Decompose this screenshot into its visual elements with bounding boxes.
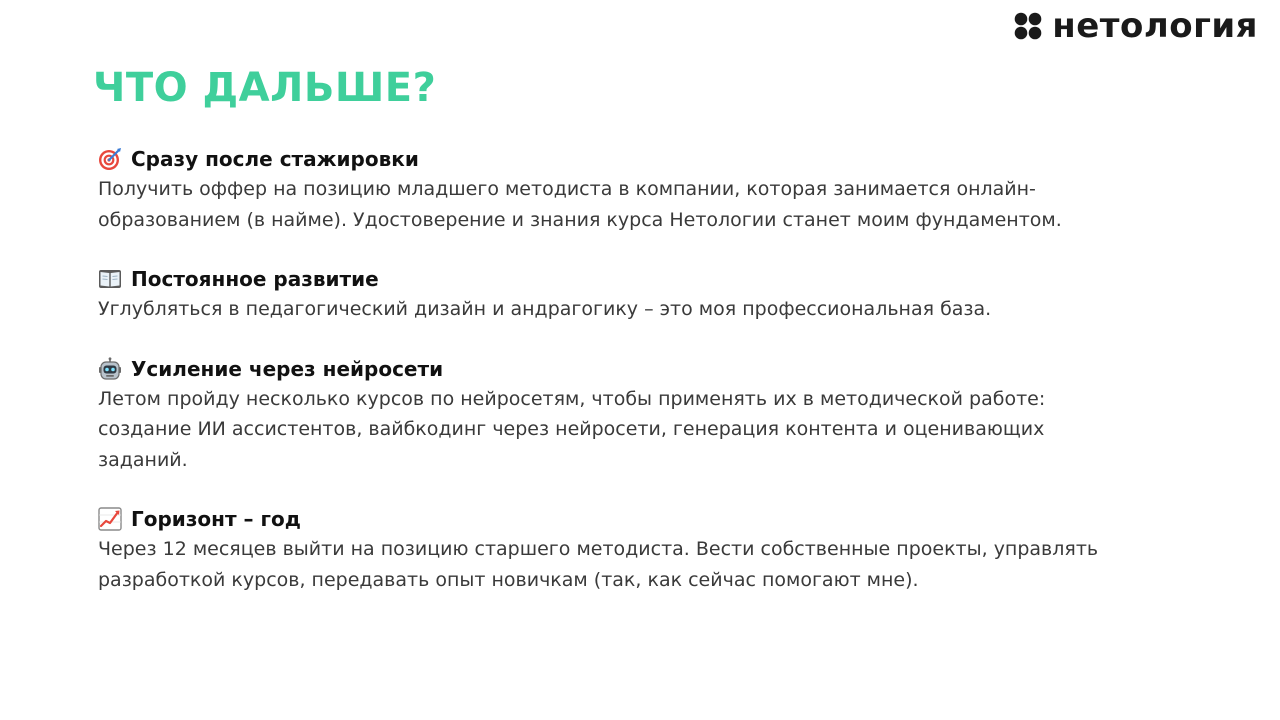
section-header bbox=[98, 144, 1138, 174]
netology-logo bbox=[1013, 6, 1258, 46]
section-heading: Горизонт – год bbox=[131, 507, 301, 531]
robot-icon bbox=[98, 357, 122, 381]
section-text: Углубляться в педагогический дизайн и андрагогику – это моя профессиональная база. bbox=[98, 298, 992, 320]
logo-wordmark: нетология bbox=[1052, 6, 1258, 46]
sections-list bbox=[98, 144, 1138, 595]
section-header bbox=[98, 354, 1138, 384]
section-text: Через 12 месяцев выйти на позицию старшего методиста. Вести собственные проекты, управлять разработкой курсов, передавать опыт новичкам (так, как сейчас помогают мне). bbox=[98, 538, 1099, 591]
section-heading: Постоянное развитие bbox=[131, 267, 379, 291]
page-title: ЧТО ДАЛЬШЕ? bbox=[93, 65, 437, 111]
section-text: Получить оффер на позицию младшего методиста в компании, которая занимается онлайн-образованием (в найме). Удостоверение и знания курса Нетологии станет моим фундаментом. bbox=[98, 178, 1062, 231]
open-book-icon bbox=[98, 267, 122, 291]
chart-increasing-icon bbox=[98, 507, 122, 531]
target-icon bbox=[98, 147, 122, 171]
section-heading: Сразу после стажировки bbox=[131, 147, 419, 171]
netology-logo-mark-icon bbox=[1013, 11, 1043, 41]
section-header bbox=[98, 504, 1138, 534]
section-header bbox=[98, 264, 1138, 294]
section-ai-boost bbox=[98, 354, 1138, 476]
section-horizon-year bbox=[98, 504, 1138, 595]
section-heading: Усиление через нейросети bbox=[131, 356, 444, 381]
section-text: Летом пройду несколько курсов по нейросетям, чтобы применять их в методической работе: создание ИИ ассистентов, вайбкодинг через нейросети, генерация контента и оценивающих заданий. bbox=[98, 387, 1046, 471]
section-after-internship bbox=[98, 144, 1138, 235]
section-continuous-development bbox=[98, 264, 1138, 325]
